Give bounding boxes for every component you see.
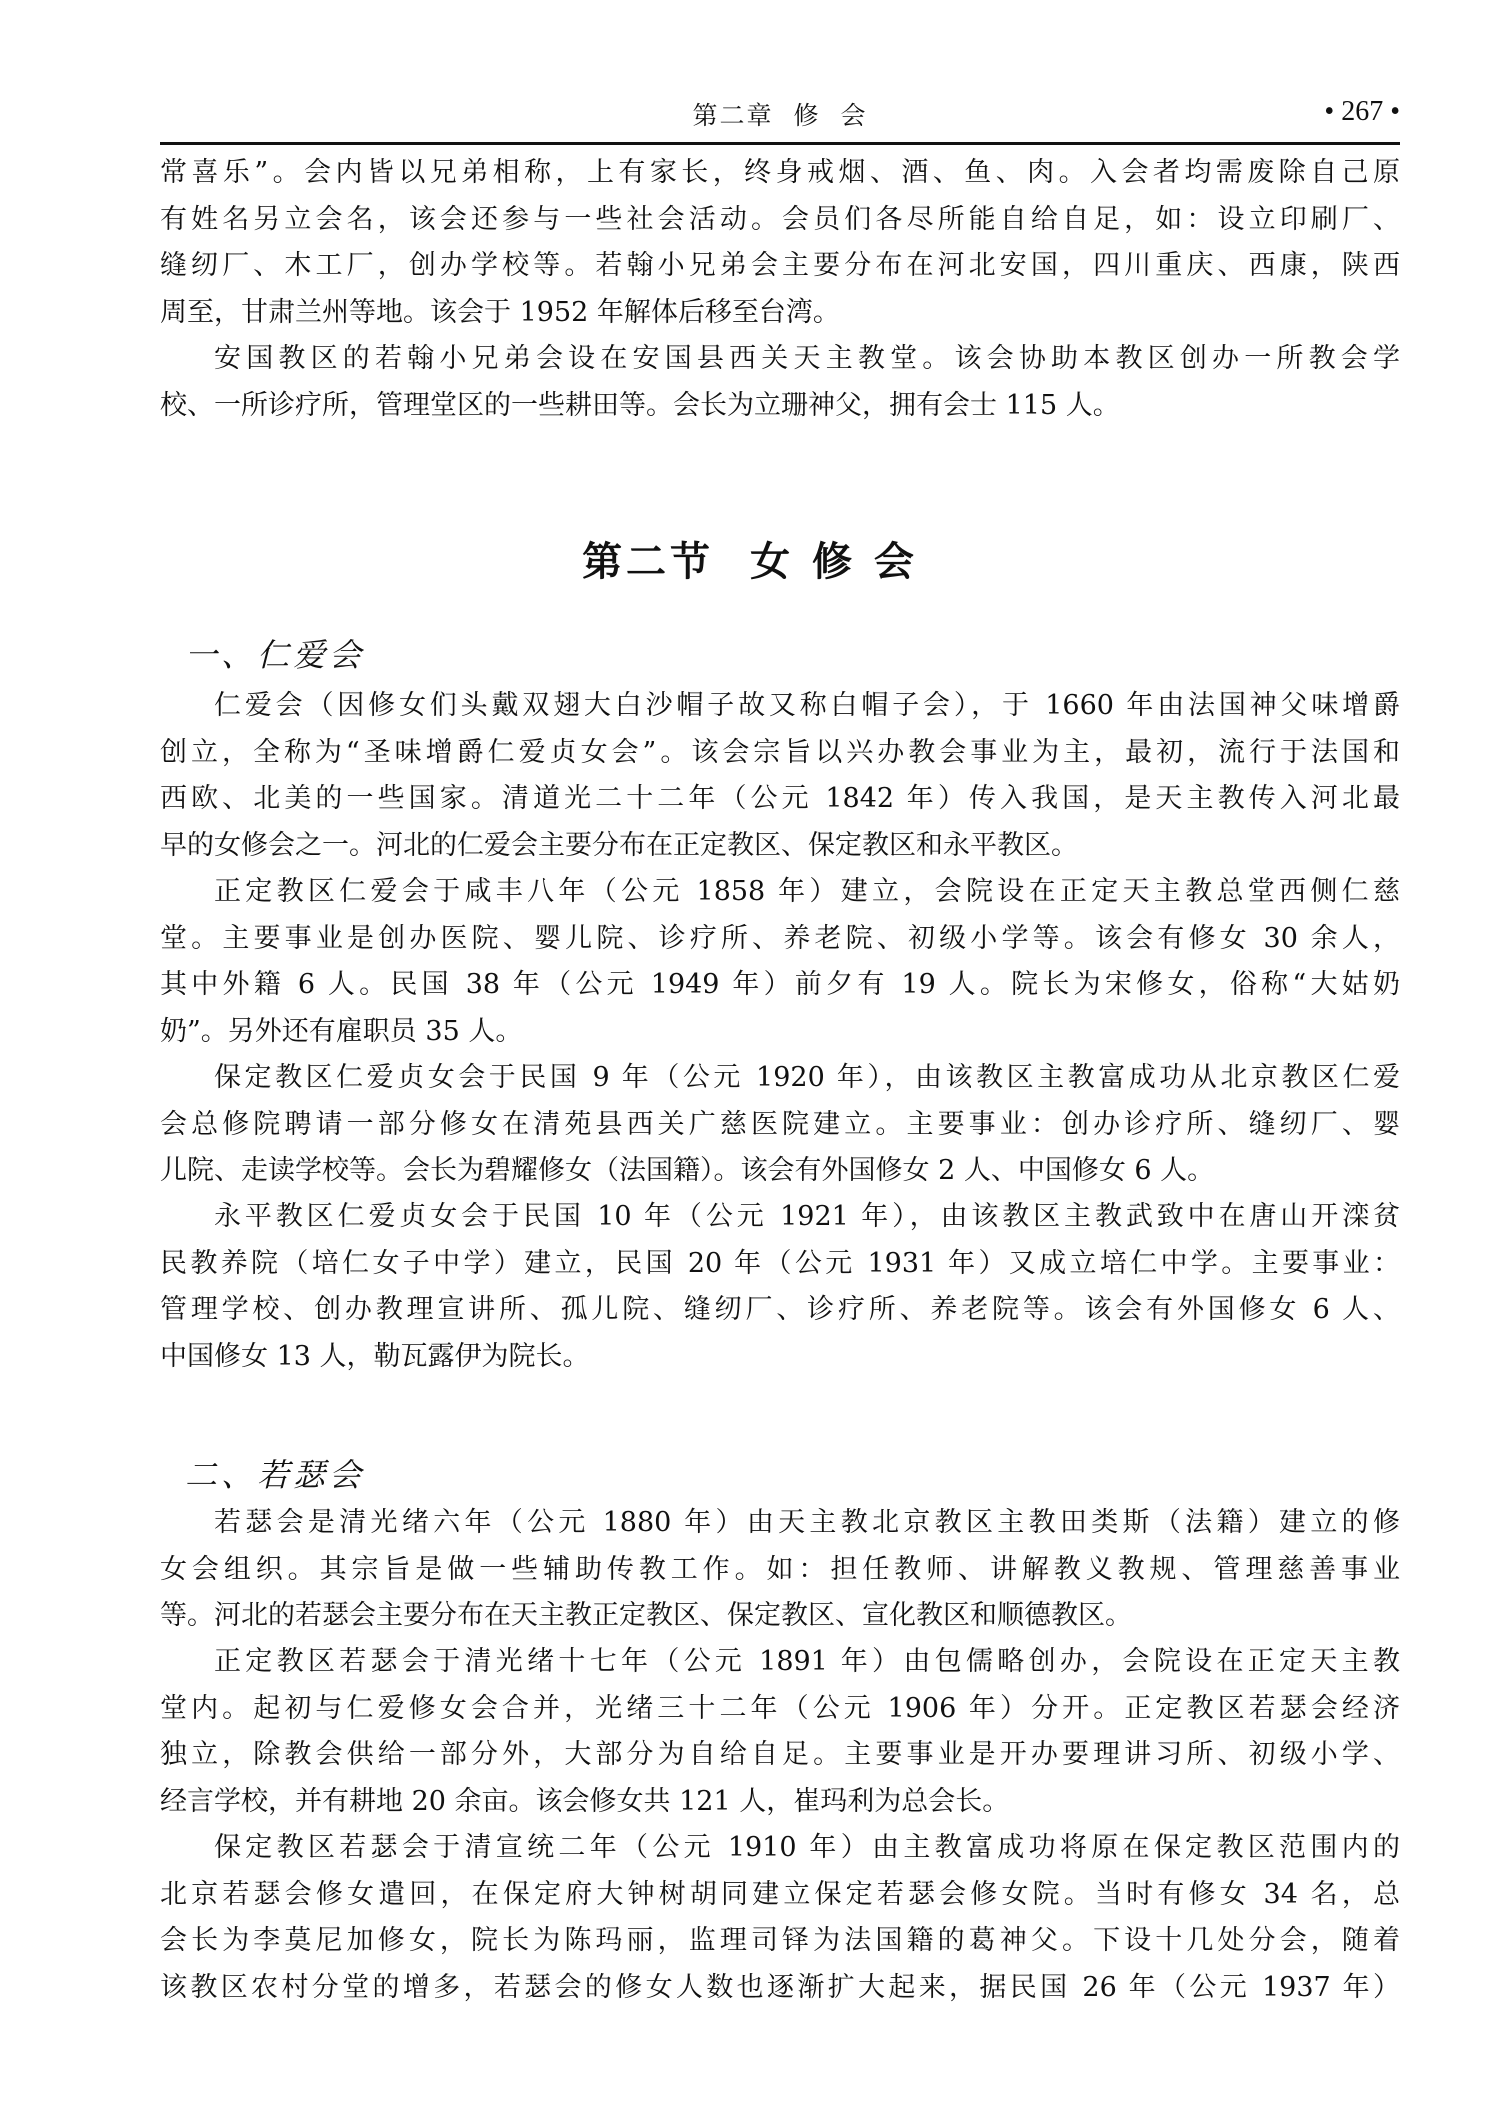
text-line: 仁爱会（因修女们头戴双翅大白沙帽子故又称白帽子会），于 1660 年由法国神父味增爵 xyxy=(214,690,1400,721)
section-name: 女 修 会 xyxy=(750,539,918,585)
subsection2-paragraph-2 xyxy=(160,1639,1400,1825)
subsection-heading-1: 一、仁爱会 xyxy=(185,636,366,674)
header-rule xyxy=(160,142,1400,145)
text-line: 有姓名另立会名，该会还参与一些社会活动。会员们各尽所能自给自足，如：设立印刷厂、 xyxy=(160,203,1400,235)
text-line: 该教区农村分堂的增多，若瑟会的修女人数也逐渐扩大起来，据民国 26 年（公元 1937 年） xyxy=(160,1971,1400,2003)
text-line: 堂。主要事业是创办医院、婴儿院、诊疗所、养老院、初级小学等。该会有修女 30 余人， xyxy=(160,922,1400,954)
chapter-number: 第二章 xyxy=(692,101,774,130)
text-line: 周至，甘肃兰州等地。该会于 1952 年解体后移至台湾。 xyxy=(160,296,840,328)
running-head xyxy=(160,96,1400,136)
text-line: 管理学校、创办教理宣讲所、孤儿院、缝纫厂、诊疗所、养老院等。该会有外国修女 6 人、 xyxy=(160,1294,1400,1325)
intro-paragraph-1 xyxy=(160,150,1400,336)
text-line: 等。河北的若瑟会主要分布在天主教正定教区、保定教区、宣化教区和顺德教区。 xyxy=(160,1600,1132,1631)
section-number: 第二节 xyxy=(582,539,715,585)
chapter-name-char-2: 会 xyxy=(840,101,868,130)
text-line: 会长为李莫尼加修女，院长为陈玛丽，监理司铎为法国籍的葛神父。下设十几处分会，随着 xyxy=(160,1925,1400,1956)
text-line: 北京若瑟会修女遣回，在保定府大钟树胡同建立保定若瑟会修女院。当时有修女 34 名，总 xyxy=(160,1878,1400,1910)
text-line: 早的女修会之一。河北的仁爱会主要分布在正定教区、保定教区和永平教区。 xyxy=(160,829,1078,861)
subsection1-paragraph-2 xyxy=(160,869,1400,1055)
text-line: 缝纫厂、木工厂，创办学校等。若翰小兄弟会主要分布在河北安国，四川重庆、西康，陕西 xyxy=(160,250,1400,281)
intro-paragraph-2 xyxy=(160,336,1400,429)
text-line: 常喜乐”。会内皆以兄弟相称，上有家长，终身戒烟、酒、鱼、肉。入会者均需废除自己原 xyxy=(160,157,1400,188)
chapter-name-char-1: 修 xyxy=(793,101,821,130)
text-line: 创立，全称为“圣味增爵仁爱贞女会”。该会宗旨以兴办教会事业为主，最初，流行于法国和 xyxy=(160,736,1400,768)
subsection1-paragraph-3 xyxy=(160,1055,1400,1195)
text-line: 其中外籍 6 人。民国 38 年（公元 1949 年）前夕有 19 人。院长为宋修女，俗称“大姑奶 xyxy=(160,969,1400,1000)
text-line: 保定教区若瑟会于清宣统二年（公元 1910 年）由主教富成功将原在保定教区范围内的 xyxy=(214,1832,1400,1863)
text-line: 民教养院（培仁女子中学）建立，民国 20 年（公元 1931 年）又成立培仁中学。主要事业： xyxy=(160,1247,1400,1279)
text-line: 若瑟会是清光绪六年（公元 1880 年）由天主教北京教区主教田类斯（法籍）建立的修 xyxy=(214,1507,1400,1538)
subsection1-paragraph-4 xyxy=(160,1194,1400,1380)
subsection1-paragraph-1 xyxy=(160,683,1400,869)
text-line: 西欧、北美的一些国家。清道光二十二年（公元 1842 年）传入我国，是天主教传入河北最 xyxy=(160,783,1400,814)
text-line: 儿院、走读学校等。会长为碧耀修女（法国籍）。该会有外国修女 2 人、中国修女 6 人。 xyxy=(160,1155,1215,1186)
text-line: 校、一所诊疗所，管理堂区的一些耕田等。会长为立珊神父，拥有会士 115 人。 xyxy=(160,389,1120,421)
text-line: 永平教区仁爱贞女会于民国 10 年（公元 1921 年），由该教区主教武致中在唐山开滦贫 xyxy=(214,1201,1400,1232)
text-line: 正定教区仁爱会于咸丰八年（公元 1858 年）建立，会院设在正定天主教总堂西侧仁慈 xyxy=(214,876,1400,907)
text-line: 独立，除教会供给一部分外，大部分为自给自足。主要事业是开办要理讲习所、初级小学、 xyxy=(160,1739,1400,1770)
text-line: 保定教区仁爱贞女会于民国 9 年（公元 1920 年），由该教区主教富成功从北京教区仁爱 xyxy=(214,1062,1400,1093)
text-line: 女会组织。其宗旨是做一些辅助传教工作。如：担任教师、讲解教义教规、管理慈善事业 xyxy=(160,1553,1400,1585)
subsection-heading-2: 二、若瑟会 xyxy=(185,1456,366,1494)
text-line: 正定教区若瑟会于清光绪十七年（公元 1891 年）由包儒略创办，会院设在正定天主教 xyxy=(214,1646,1400,1677)
text-line: 中国修女 13 人，勒瓦露伊为院长。 xyxy=(160,1340,590,1372)
text-line: 会总修院聘请一部分修女在清苑县西关广慈医院建立。主要事业：创办诊疗所、缝纫厂、婴 xyxy=(160,1108,1400,1140)
text-line: 堂内。起初与仁爱修女会合并，光绪三十二年（公元 1906 年）分开。正定教区若瑟会经济 xyxy=(160,1692,1400,1724)
section-title xyxy=(0,530,1500,587)
text-line: 奶”。另外还有雇职员 35 人。 xyxy=(160,1015,523,1047)
chapter-title xyxy=(160,96,1400,132)
subsection2-paragraph-3 xyxy=(160,1825,1400,2011)
page-number: • 267 • xyxy=(1324,96,1400,127)
text-line: 安国教区的若翰小兄弟会设在安国县西关天主教堂。该会协助本教区创办一所教会学 xyxy=(214,343,1400,374)
subsection2-paragraph-1 xyxy=(160,1500,1400,1640)
text-line: 经言学校，并有耕地 20 余亩。该会修女共 121 人，崔玛利为总会长。 xyxy=(160,1785,1010,1817)
